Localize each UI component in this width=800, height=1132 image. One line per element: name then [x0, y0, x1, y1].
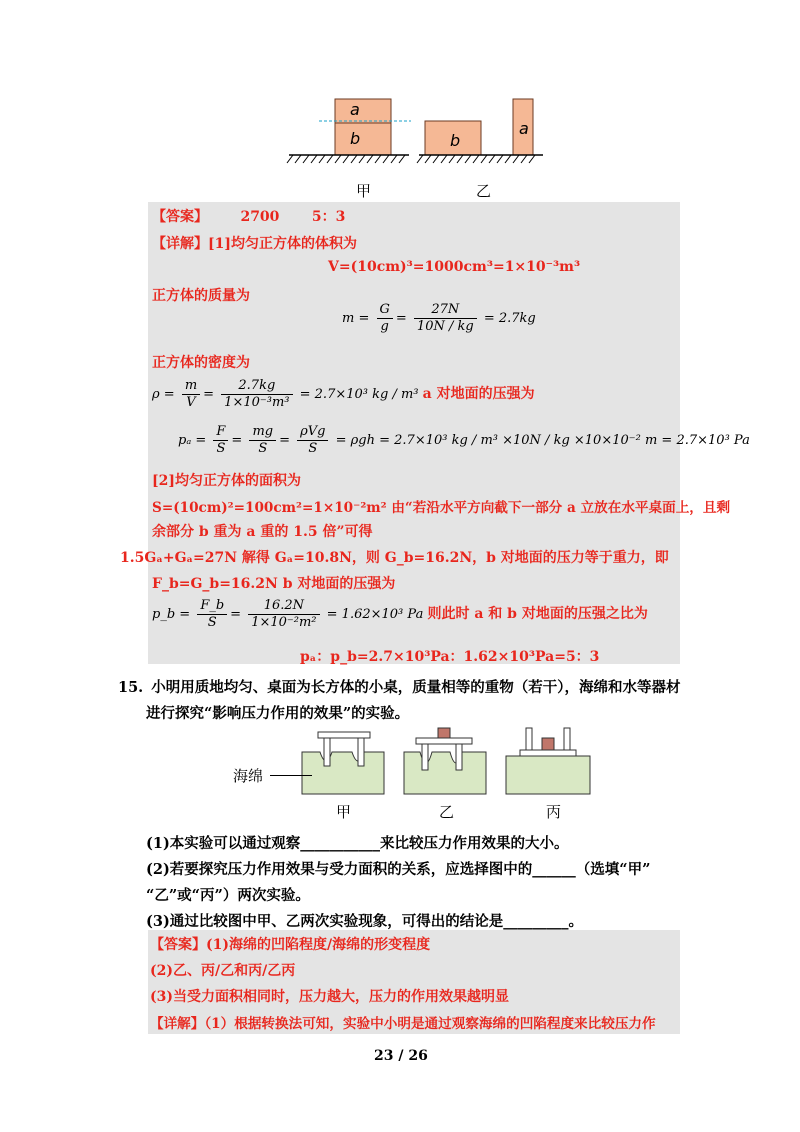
question-15-line2: 进行探究“影响压力作用的效果”的实验。	[146, 705, 410, 722]
answer-15-detail: 【详解】（1）根据转换法可知，实验中小明是通过观察海绵的凹陷程度来比较压力作	[150, 1016, 656, 1032]
detail-step1: 【详解】[1]均匀正方体的体积为	[152, 236, 357, 252]
block-a-label-2: a	[519, 119, 529, 138]
answer-15-sub2: (2)乙、丙/乙和丙/乙丙	[150, 963, 296, 979]
sponge-yi	[404, 752, 486, 794]
block-a-stacked	[335, 99, 391, 123]
pressure-b-formula: p_b = $\frac{F\_b}{S}$ = $\frac{16.2N}{\text{1×10⁻²m²}}$ = 1.62×10³ Pa 则此时 a 和 b 对地面的压强之比为	[152, 598, 648, 630]
area-line: S=(10cm)²=100cm²=1×10⁻²m² 由“若沿水平方向截下一部分 a 立放在水平桌面上，且剩	[152, 500, 731, 516]
density-formula: ρ = $\frac{m}{V}$ = $\frac{2.7kg}{\text{1×10⁻³m³}}$ = 2.7×10³ kg / m³ a 对地面的压强为	[152, 378, 535, 410]
mass-formula: m = $\frac{G}{g}$ = $\frac{27N}{10N / kg}$ = 2.7kg	[342, 302, 536, 334]
answer-14-line: 【答案】 2700 5：3	[152, 209, 346, 225]
figure-sponge-experiment	[300, 726, 600, 796]
sponge-bing	[506, 756, 590, 794]
page-number: 23 / 26	[374, 1048, 428, 1064]
block-b-label: b	[350, 129, 361, 148]
question-15-sub2-line2: “乙”或“丙”）两次实验。	[146, 887, 310, 904]
density-heading: 正方体的密度为	[152, 355, 250, 371]
figure-label-yi: 乙	[476, 182, 492, 200]
sponge-label-yi: 乙	[439, 803, 455, 821]
detail-step2: [2]均匀正方体的面积为	[152, 473, 301, 489]
sponge-label: 海绵	[233, 767, 264, 785]
question-15-line1: 15. 小明用质地均匀、桌面为长方体的小桌，质量相等的重物（若干），海绵和水等器材	[118, 679, 681, 696]
sponge-jia	[302, 752, 384, 794]
mass-heading: 正方体的质量为	[152, 288, 250, 304]
sponge-label-jia: 甲	[336, 803, 352, 821]
fb-line: F_b=G_b=16.2N b 对地面的压强为	[152, 576, 396, 592]
weight-bing	[542, 738, 554, 750]
answer-15-sub3: (3)当受力面积相同时，压力越大，压力的作用效果越明显	[150, 989, 509, 1005]
question-15-sub2-line1: (2)若要探究压力作用效果与受力面积的关系，应选择图中的______（选填“甲”	[146, 861, 651, 878]
block-b-label-2: b	[450, 131, 461, 150]
block-a-label: a	[350, 100, 360, 119]
block-b-stacked	[335, 123, 391, 155]
final-ratio: pₐ：p_b=2.7×10³Pa：1.62×10³Pa=5：3	[300, 649, 600, 665]
volume-equation: V=(10cm)³=1000cm³=1×10⁻³m³	[328, 259, 581, 275]
sponge-label-line	[270, 775, 312, 776]
figure-label-jia: 甲	[356, 182, 372, 200]
area-line-2: 余部分 b 重为 a 重的 1.5 倍”可得	[152, 524, 373, 540]
weight-yi	[438, 728, 450, 738]
sponge-label-bing: 丙	[546, 803, 562, 821]
pressure-a-formula: pₐ = $\frac{F}{S}$ = $\frac{mg}{S}$ = $\frac{\text{ρVg}}{S}$ = ρgh = 2.7×10³ kg / m³ ×10N / kg ×10×10⁻² m = 2.7×10³ Pa	[178, 424, 750, 456]
question-15-sub1: (1)本实验可以通过观察___________来比较压力作用效果的大小。	[146, 835, 569, 852]
question-15-sub3: (3)通过比较图中甲、乙两次实验现象，可得出的结论是_________。	[146, 913, 584, 930]
weights-line: 1.5Gₐ+Gₐ=27N 解得 Gₐ=10.8N，则 G_b=16.2N，b 对地面的压力等于重力，即	[120, 550, 669, 566]
answer-15-line: 【答案】(1)海绵的凹陷程度/海绵的形变程度	[150, 937, 431, 953]
figure-blocks-diagram	[285, 95, 555, 200]
